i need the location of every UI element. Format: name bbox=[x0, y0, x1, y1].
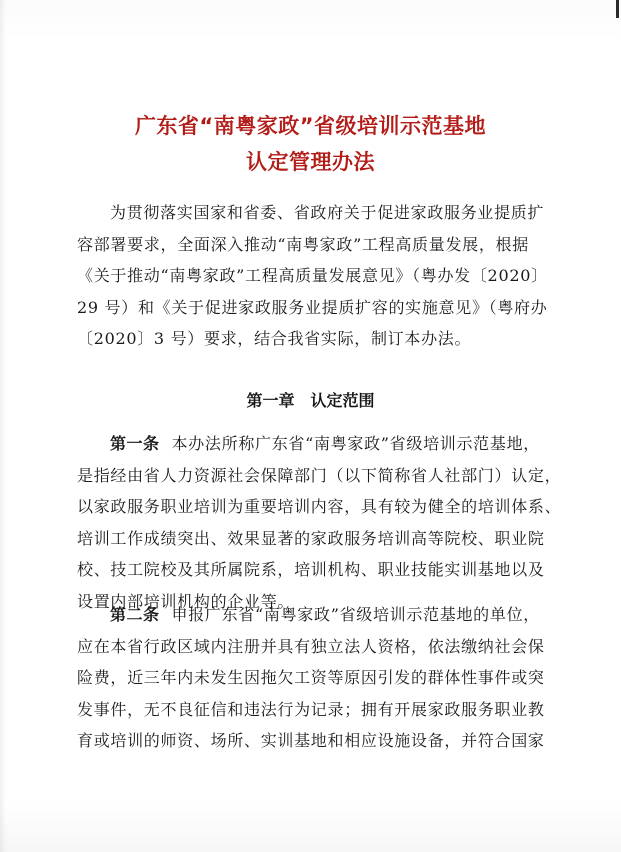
chapter-number: 第一章 bbox=[246, 391, 295, 410]
chapter-heading bbox=[60, 386, 561, 416]
article-label: 第二条 bbox=[110, 605, 160, 624]
scan-mark bbox=[616, 0, 619, 18]
title-line-2: 认定管理办法 bbox=[246, 150, 375, 174]
article-1 bbox=[77, 428, 562, 617]
article-first-line bbox=[77, 599, 555, 631]
article-text: 申报广东省“南粤家政”省级培训示范基地的单位， bbox=[171, 605, 540, 624]
article-line: 以家政服务职业培训为重要培训内容，具有较为健全的培训体系、 bbox=[77, 497, 562, 516]
article-line: 发事件，无不良征信和违法行为记录；拥有开展家政服务职业教 bbox=[77, 699, 545, 719]
preamble-line: 《关于推动“南粤家政”工程高质量发展意见》（粤办发〔2020〕 bbox=[77, 266, 548, 285]
preamble-line: 29 号）和《关于促进家政服务业提质扩容的实施意见》（粤府办 bbox=[77, 297, 548, 317]
preamble-line: 〔2020〕3 号）要求，结合我省实际，制订本办法。 bbox=[77, 329, 472, 348]
chapter-name: 认定范围 bbox=[310, 391, 375, 410]
title-line-1: 广东省“南粤家政”省级培训示范基地 bbox=[134, 114, 487, 138]
article-line: 是指经由省人力资源社会保障部门（以下简称省人社部门）认定， bbox=[77, 465, 562, 485]
preamble-line: 为贯彻落实国家和省委、省政府关于促进家政服务业提质扩 bbox=[110, 203, 545, 222]
article-line: 应在本省行政区域内注册并具有独立法人资格，依法缴纳社会保 bbox=[77, 636, 545, 656]
article-line: 校、技工院校及其所属院系，培训机构、职业技能实训基地以及 bbox=[77, 560, 545, 579]
article-line: 育或培训的师资、场所、实训基地和相应设施设备，并符合国家 bbox=[77, 731, 545, 750]
preamble-line: 容部署要求，全面深入推动“南粤家政”工程高质量发展，根据 bbox=[77, 234, 529, 254]
scan-edge-shadow bbox=[0, 0, 6, 852]
article-line: 培训工作成绩突出、效果显著的家政服务培训高等院校、职业院 bbox=[77, 528, 545, 548]
article-label: 第一条 bbox=[110, 434, 160, 453]
article-2 bbox=[77, 599, 555, 757]
article-line: 险费，近三年内未发生因拖欠工资等原因引发的群体性事件或突 bbox=[77, 668, 545, 687]
article-first-line bbox=[77, 428, 555, 460]
preamble-paragraph bbox=[77, 197, 555, 355]
document-title bbox=[60, 108, 561, 180]
article-text: 本办法所称广东省“南粤家政”省级培训示范基地， bbox=[171, 434, 540, 453]
article-line: 设置内部培训机构的企业等。 bbox=[77, 591, 295, 611]
